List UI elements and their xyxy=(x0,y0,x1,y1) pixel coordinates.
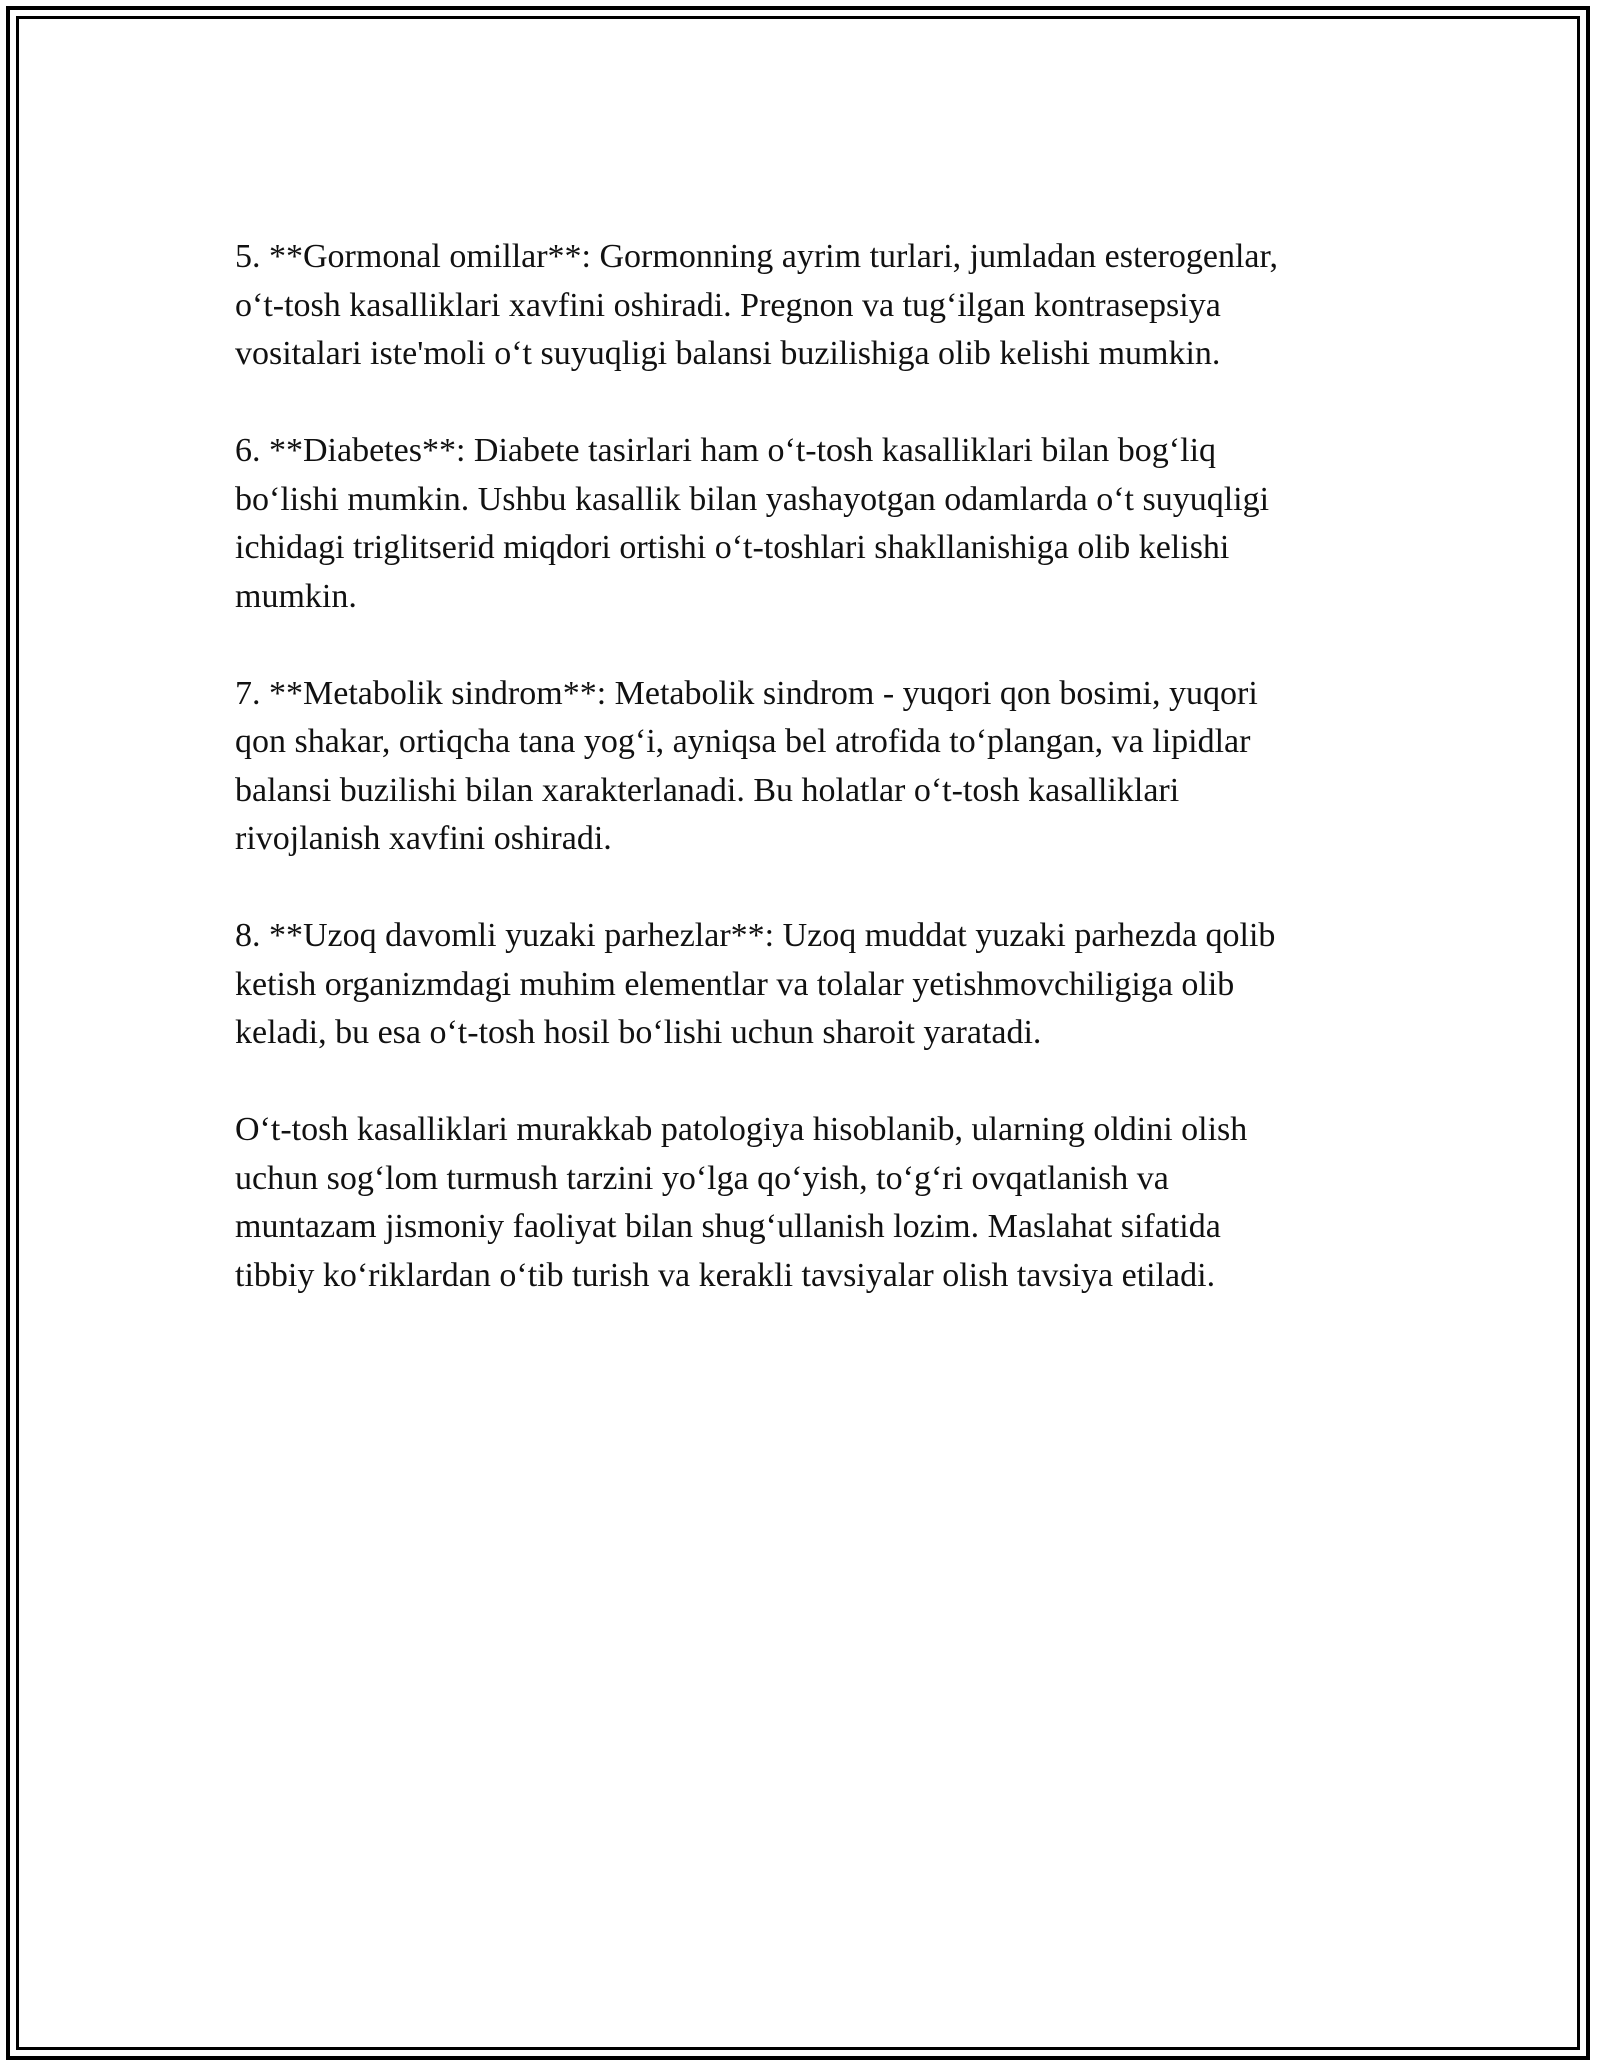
paragraph-long-term-diets: 8. **Uzoq davomli yuzaki parhezlar**: Uzoq muddat yuzaki parhezda qolib ketish organizmdagi muhim elementlar va tolalar yetishmovchiligiga olib keladi, bu esa o‘t-tosh hosil bo‘lishi uchun sharoit yaratadi. xyxy=(235,917,1276,1051)
paragraph-metabolic-syndrome: 7. **Metabolik sindrom**: Metabolik sindrom - yuqori qon bosimi, yuqori qon shakar, ortiqcha tana yog‘i, ayniqsa bel atrofida to‘plangan, va lipidlar balansi buzilishi bilan xarakterlanadi. Bu holatlar o‘t-tosh kasalliklari rivojlanish xavfini oshiradi. xyxy=(235,674,1258,857)
document-body xyxy=(235,233,1375,1300)
paragraph-diabetes: 6. **Diabetes**: Diabete tasirlari ham o‘t-tosh kasalliklari bilan bog‘liq bo‘lishi mumkin. Ushbu kasallik bilan yashayotgan odamlarda o‘t suyuqligi ichidagi triglitserid miqdori ortishi o‘t-toshlari shakllanishiga olib kelishi mumkin. xyxy=(235,432,1270,615)
paragraph-conclusion: O‘t-tosh kasalliklari murakkab patologiya hisoblanib, ularning oldini olish uchun sog‘lom turmush tarzini yo‘lga qo‘yish, to‘g‘ri ovqatlanish va muntazam jismoniy faoliyat bilan shug‘ullanish lozim. Maslahat sifatida tibbiy ko‘riklardan o‘tib turish va kerakli tavsiyalar olish tavsiya etiladi. xyxy=(235,1111,1248,1294)
paragraph-hormonal-factors: 5. **Gormonal omillar**: Gormonning ayrim turlari, jumladan esterogenlar, o‘t-tosh kasalliklari xavfini oshiradi. Pregnon va tug‘ilgan kontrasepsiya vositalari iste'moli o‘t suyuqligi balansi buzilishiga olib kelishi mumkin. xyxy=(235,238,1278,372)
